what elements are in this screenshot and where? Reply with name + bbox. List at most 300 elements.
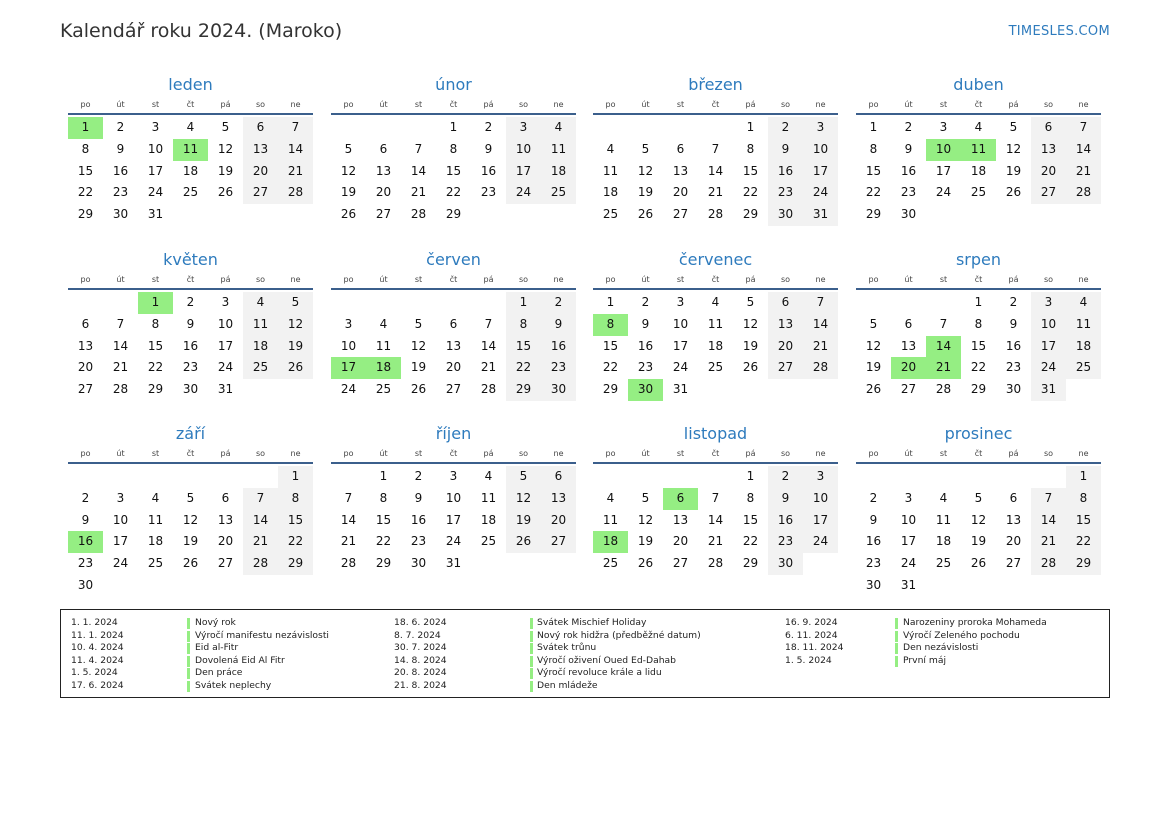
- holiday-day-cell: 8: [593, 314, 628, 336]
- day-cell: 22: [278, 531, 313, 553]
- weekday-label: čt: [449, 100, 458, 109]
- weekday-header: [68, 446, 313, 464]
- weekday-label: st: [676, 100, 685, 109]
- day-cell: 29: [602, 382, 619, 397]
- day-cell: 22: [375, 534, 392, 549]
- holiday-legend: [60, 609, 1110, 698]
- day-cell: 11: [1066, 314, 1101, 336]
- weekday-label: pá: [220, 449, 231, 458]
- weekday-label: st: [939, 449, 948, 458]
- weekday-label: út: [904, 275, 913, 284]
- day-cell: 27: [375, 207, 392, 222]
- day-cell: 30: [865, 577, 882, 592]
- day-cell: 23: [410, 534, 427, 549]
- day-cell: 24: [803, 182, 838, 204]
- day-cell: 17: [445, 512, 462, 527]
- day-cell: 3: [803, 117, 838, 139]
- weekday-header: [331, 97, 576, 115]
- day-cell: 10: [1031, 314, 1066, 336]
- day-cell: 14: [1031, 510, 1066, 532]
- day-cell: 26: [217, 185, 234, 200]
- weekday-label: ne: [1078, 100, 1089, 109]
- day-cell: 16: [637, 338, 654, 353]
- day-cell: 28: [1066, 182, 1101, 204]
- legend-holiday-name: Narozeniny proroka Mohameda: [903, 617, 1047, 628]
- day-cell: 28: [935, 382, 952, 397]
- day-cell: 2: [768, 466, 803, 488]
- legend-date: 21. 8. 2024: [394, 679, 447, 691]
- day-cell: 16: [865, 534, 882, 549]
- month-říjen: [331, 422, 576, 575]
- day-cell: 26: [278, 357, 313, 379]
- day-cell: 29: [970, 382, 987, 397]
- legend-holiday-name: Den mládeže: [537, 679, 598, 691]
- weekday-label: st: [151, 275, 160, 284]
- legend-marker: [187, 681, 190, 692]
- day-cell: 23: [77, 556, 94, 571]
- weekday-label: st: [151, 100, 160, 109]
- day-cell: 18: [935, 534, 952, 549]
- day-cell: 13: [77, 338, 94, 353]
- legend-date: 17. 6. 2024: [71, 679, 124, 691]
- brand-link[interactable]: TIMESLES.COM: [1008, 24, 1110, 39]
- day-cell: 17: [672, 338, 689, 353]
- weekday-label: po: [80, 275, 91, 284]
- day-cell: 23: [768, 182, 803, 204]
- weekday-label: čt: [186, 100, 195, 109]
- weekday-label: út: [641, 100, 650, 109]
- weekday-label: pá: [220, 100, 231, 109]
- weekday-header: [68, 97, 313, 115]
- weekday-label: pá: [745, 275, 756, 284]
- day-cell: 9: [641, 316, 650, 331]
- legend-marker: [895, 656, 898, 667]
- day-cell: 20: [375, 185, 392, 200]
- day-cell: 29: [445, 207, 462, 222]
- day-cell: 17: [217, 338, 234, 353]
- day-cell: 7: [116, 316, 125, 331]
- page-title: Kalendář roku 2024. (Maroko): [60, 20, 343, 42]
- day-cell: 3: [904, 490, 913, 505]
- day-cell: 6: [541, 466, 576, 488]
- legend-date: 8. 7. 2024: [394, 629, 441, 641]
- day-cell: 10: [803, 488, 838, 510]
- day-cell: 19: [970, 534, 987, 549]
- day-cell: 24: [147, 185, 164, 200]
- day-cell: 4: [541, 117, 576, 139]
- day-cell: 5: [869, 316, 878, 331]
- day-cell: 6: [243, 117, 278, 139]
- day-cell: 28: [340, 556, 357, 571]
- day-cell: 5: [1009, 120, 1018, 134]
- day-cell: 12: [970, 512, 987, 527]
- day-cell: 11: [602, 163, 619, 178]
- day-cell: 14: [480, 338, 497, 353]
- legend-holiday-name: Výročí revoluce krále a lidu: [537, 667, 662, 679]
- day-cell: 6: [676, 141, 685, 156]
- day-cell: 19: [182, 534, 199, 549]
- day-cell: 14: [410, 163, 427, 178]
- weekday-label: ne: [815, 100, 826, 109]
- weekday-label: so: [780, 449, 791, 458]
- day-cell: 23: [1005, 360, 1022, 375]
- day-cell: 27: [243, 182, 278, 204]
- day-cell: 20: [77, 360, 94, 375]
- day-cell: 1: [1066, 466, 1101, 488]
- day-cell: 25: [243, 357, 278, 379]
- day-cell: 11: [480, 490, 497, 505]
- day-cell: 25: [707, 360, 724, 375]
- day-cell: 25: [1066, 357, 1101, 379]
- day-cell: 10: [340, 338, 357, 353]
- day-cell: 9: [414, 490, 423, 505]
- weekday-label: út: [904, 449, 913, 458]
- day-cell: 10: [672, 316, 689, 331]
- weekday-label: čt: [711, 449, 720, 458]
- day-cell: 30: [1005, 382, 1022, 397]
- weekday-label: ne: [1078, 449, 1089, 458]
- weekday-label: so: [1043, 449, 1054, 458]
- day-cell: 23: [900, 185, 917, 200]
- day-cell: 24: [340, 382, 357, 397]
- day-cell: 25: [935, 556, 952, 571]
- weekday-label: pá: [220, 275, 231, 284]
- day-cell: 2: [186, 295, 195, 309]
- day-cell: 14: [340, 512, 357, 527]
- legend-date: 18. 11. 2024: [785, 642, 844, 654]
- weekday-label: so: [255, 449, 266, 458]
- day-cell: 14: [112, 338, 129, 353]
- day-cell: 24: [900, 556, 917, 571]
- day-cell: 29: [1066, 553, 1101, 575]
- day-cell: 17: [112, 534, 129, 549]
- holiday-day-cell: 30: [628, 379, 663, 401]
- weekday-label: út: [641, 449, 650, 458]
- day-cell: 23: [182, 360, 199, 375]
- day-cell: 3: [1031, 292, 1066, 314]
- month-srpen: [856, 248, 1101, 401]
- holiday-day-cell: 6: [663, 488, 698, 510]
- day-cell: 30: [77, 577, 94, 592]
- day-cell: 20: [243, 161, 278, 183]
- day-cell: 26: [410, 382, 427, 397]
- day-cell: 30: [768, 204, 803, 226]
- weekday-label: ne: [815, 449, 826, 458]
- day-cell: 25: [602, 556, 619, 571]
- day-cell: 25: [480, 534, 497, 549]
- day-cell: 2: [414, 469, 423, 483]
- day-cell: 23: [865, 556, 882, 571]
- legend-marker: [187, 668, 190, 679]
- day-cell: 28: [480, 382, 497, 397]
- legend-date: 6. 11. 2024: [785, 629, 838, 641]
- month-name: červen: [426, 250, 481, 269]
- days-grid: [593, 466, 838, 575]
- day-cell: 8: [1066, 488, 1101, 510]
- day-cell: 25: [602, 207, 619, 222]
- weekday-label: st: [414, 100, 423, 109]
- legend-holiday-name: Výročí oživení Oued Ed-Dahab: [537, 654, 676, 666]
- day-cell: 10: [217, 316, 234, 331]
- weekday-label: so: [518, 275, 529, 284]
- day-cell: 19: [506, 510, 541, 532]
- holiday-day-cell: 11: [173, 139, 208, 161]
- day-cell: 13: [375, 163, 392, 178]
- month-name: srpen: [955, 250, 1002, 269]
- holiday-day-cell: 14: [926, 336, 961, 358]
- day-cell: 21: [340, 534, 357, 549]
- weekday-header: [68, 272, 313, 290]
- weekday-label: so: [255, 275, 266, 284]
- day-cell: 31: [803, 204, 838, 226]
- day-cell: 27: [541, 531, 576, 553]
- day-cell: 26: [637, 556, 654, 571]
- day-cell: 17: [900, 534, 917, 549]
- day-cell: 8: [506, 314, 541, 336]
- weekday-header: [856, 446, 1101, 464]
- legend-holiday-name: Den nezávislosti: [903, 642, 979, 654]
- day-cell: 12: [742, 316, 759, 331]
- day-cell: 17: [1031, 336, 1066, 358]
- weekday-label: so: [1043, 275, 1054, 284]
- day-cell: 24: [1031, 357, 1066, 379]
- day-cell: 16: [900, 163, 917, 178]
- weekday-label: st: [151, 449, 160, 458]
- day-cell: 22: [147, 360, 164, 375]
- day-cell: 22: [742, 534, 759, 549]
- day-cell: 7: [344, 490, 353, 505]
- day-cell: 11: [707, 316, 724, 331]
- weekday-label: ne: [553, 100, 564, 109]
- day-cell: 13: [672, 163, 689, 178]
- day-cell: 28: [707, 556, 724, 571]
- day-cell: 18: [602, 185, 619, 200]
- day-cell: 31: [445, 556, 462, 571]
- day-cell: 17: [506, 161, 541, 183]
- day-cell: 12: [637, 512, 654, 527]
- day-cell: 21: [1066, 161, 1101, 183]
- day-cell: 30: [112, 207, 129, 222]
- day-cell: 26: [865, 382, 882, 397]
- holiday-day-cell: 18: [366, 357, 401, 379]
- day-cell: 8: [379, 490, 388, 505]
- day-cell: 15: [1066, 510, 1101, 532]
- day-cell: 10: [445, 490, 462, 505]
- day-cell: 2: [484, 120, 493, 134]
- day-cell: 11: [147, 512, 164, 527]
- day-cell: 12: [278, 314, 313, 336]
- day-cell: 5: [506, 466, 541, 488]
- days-grid: [593, 117, 838, 226]
- day-cell: 2: [1009, 295, 1018, 309]
- day-cell: 4: [151, 490, 160, 505]
- day-cell: 11: [541, 139, 576, 161]
- day-cell: 12: [410, 338, 427, 353]
- day-cell: 26: [506, 531, 541, 553]
- day-cell: 8: [278, 488, 313, 510]
- day-cell: 6: [221, 490, 230, 505]
- day-cell: 31: [672, 382, 689, 397]
- day-cell: 7: [414, 141, 423, 156]
- day-cell: 15: [970, 338, 987, 353]
- day-cell: 4: [939, 490, 948, 505]
- day-cell: 5: [221, 120, 230, 134]
- day-cell: 18: [707, 338, 724, 353]
- day-cell: 10: [900, 512, 917, 527]
- day-cell: 4: [1066, 292, 1101, 314]
- holiday-day-cell: 11: [961, 139, 996, 161]
- legend-marker: [895, 643, 898, 654]
- legend-marker: [530, 618, 533, 629]
- day-cell: 31: [1031, 379, 1066, 401]
- day-cell: 27: [900, 382, 917, 397]
- day-cell: 24: [672, 360, 689, 375]
- day-cell: 26: [637, 207, 654, 222]
- weekday-label: po: [868, 449, 879, 458]
- days-grid: [593, 292, 838, 401]
- day-cell: 6: [768, 292, 803, 314]
- weekday-label: ne: [553, 275, 564, 284]
- day-cell: 14: [278, 139, 313, 161]
- day-cell: 20: [768, 336, 803, 358]
- legend-date: 16. 9. 2024: [785, 617, 838, 628]
- day-cell: 4: [711, 295, 720, 309]
- day-cell: 12: [182, 512, 199, 527]
- weekday-label: út: [379, 449, 388, 458]
- month-name: září: [175, 424, 206, 443]
- weekday-label: út: [116, 100, 125, 109]
- month-prosinec: [856, 422, 1101, 597]
- day-cell: 9: [869, 512, 878, 527]
- weekday-label: st: [939, 100, 948, 109]
- weekday-label: po: [343, 275, 354, 284]
- day-cell: 26: [182, 556, 199, 571]
- weekday-header: [593, 97, 838, 115]
- day-cell: 1: [506, 292, 541, 314]
- day-cell: 8: [81, 141, 90, 156]
- day-cell: 20: [672, 185, 689, 200]
- day-cell: 27: [672, 207, 689, 222]
- day-cell: 7: [278, 117, 313, 139]
- weekday-label: ne: [290, 275, 301, 284]
- day-cell: 9: [81, 512, 90, 527]
- month-únor: [331, 73, 576, 226]
- legend-marker: [895, 631, 898, 642]
- day-cell: 18: [243, 336, 278, 358]
- day-cell: 13: [243, 139, 278, 161]
- day-cell: 5: [278, 292, 313, 314]
- day-cell: 21: [243, 531, 278, 553]
- weekday-label: po: [868, 275, 879, 284]
- weekday-label: čt: [974, 275, 983, 284]
- day-cell: 20: [1031, 161, 1066, 183]
- weekday-label: st: [414, 449, 423, 458]
- holiday-day-cell: 16: [68, 531, 103, 553]
- month-name: říjen: [435, 424, 472, 443]
- day-cell: 21: [278, 161, 313, 183]
- day-cell: 21: [707, 185, 724, 200]
- weekday-label: so: [518, 100, 529, 109]
- month-duben: [856, 73, 1101, 226]
- day-cell: 27: [768, 357, 803, 379]
- day-cell: 19: [1005, 163, 1022, 178]
- holiday-day-cell: 17: [331, 357, 366, 379]
- day-cell: 19: [410, 360, 427, 375]
- day-cell: 6: [379, 141, 388, 156]
- weekday-label: po: [605, 449, 616, 458]
- weekday-label: po: [343, 100, 354, 109]
- legend-marker: [530, 668, 533, 679]
- day-cell: 23: [768, 531, 803, 553]
- day-cell: 30: [541, 379, 576, 401]
- legend-marker: [530, 643, 533, 654]
- weekday-label: pá: [483, 449, 494, 458]
- weekday-label: čt: [449, 449, 458, 458]
- day-cell: 13: [768, 314, 803, 336]
- days-grid: [68, 466, 313, 597]
- day-cell: 13: [672, 512, 689, 527]
- day-cell: 7: [711, 141, 720, 156]
- day-cell: 30: [768, 553, 803, 575]
- legend-date: 20. 8. 2024: [394, 667, 447, 679]
- day-cell: 21: [410, 185, 427, 200]
- weekday-label: so: [518, 449, 529, 458]
- day-cell: 3: [676, 295, 685, 309]
- day-cell: 2: [904, 120, 913, 134]
- weekday-header: [331, 272, 576, 290]
- day-cell: 26: [340, 207, 357, 222]
- day-cell: 28: [243, 553, 278, 575]
- day-cell: 3: [221, 295, 230, 309]
- weekday-label: čt: [711, 275, 720, 284]
- weekday-label: st: [676, 275, 685, 284]
- days-grid: [68, 292, 313, 401]
- day-cell: 12: [865, 338, 882, 353]
- day-cell: 16: [112, 163, 129, 178]
- day-cell: 26: [1005, 185, 1022, 200]
- legend-marker: [187, 643, 190, 654]
- legend-date: 30. 7. 2024: [394, 642, 447, 654]
- day-cell: 22: [602, 360, 619, 375]
- day-cell: 22: [970, 360, 987, 375]
- day-cell: 7: [484, 316, 493, 331]
- month-červenec: [593, 248, 838, 401]
- weekday-label: út: [116, 449, 125, 458]
- legend-marker: [187, 656, 190, 667]
- month-name: březen: [688, 75, 743, 94]
- month-name: prosinec: [944, 424, 1013, 443]
- day-cell: 5: [344, 141, 353, 156]
- days-grid: [331, 292, 576, 401]
- day-cell: 12: [637, 163, 654, 178]
- legend-marker: [187, 631, 190, 642]
- day-cell: 5: [746, 295, 755, 309]
- day-cell: 18: [480, 512, 497, 527]
- day-cell: 29: [77, 207, 94, 222]
- day-cell: 19: [217, 163, 234, 178]
- day-cell: 25: [970, 185, 987, 200]
- day-cell: 16: [541, 336, 576, 358]
- day-cell: 27: [77, 382, 94, 397]
- day-cell: 14: [707, 163, 724, 178]
- weekday-label: pá: [1008, 449, 1019, 458]
- legend-date: 11. 1. 2024: [71, 629, 124, 641]
- day-cell: 18: [541, 161, 576, 183]
- day-cell: 1: [278, 466, 313, 488]
- day-cell: 21: [803, 336, 838, 358]
- legend-holiday-name: Nový rok: [195, 617, 236, 628]
- day-cell: 17: [935, 163, 952, 178]
